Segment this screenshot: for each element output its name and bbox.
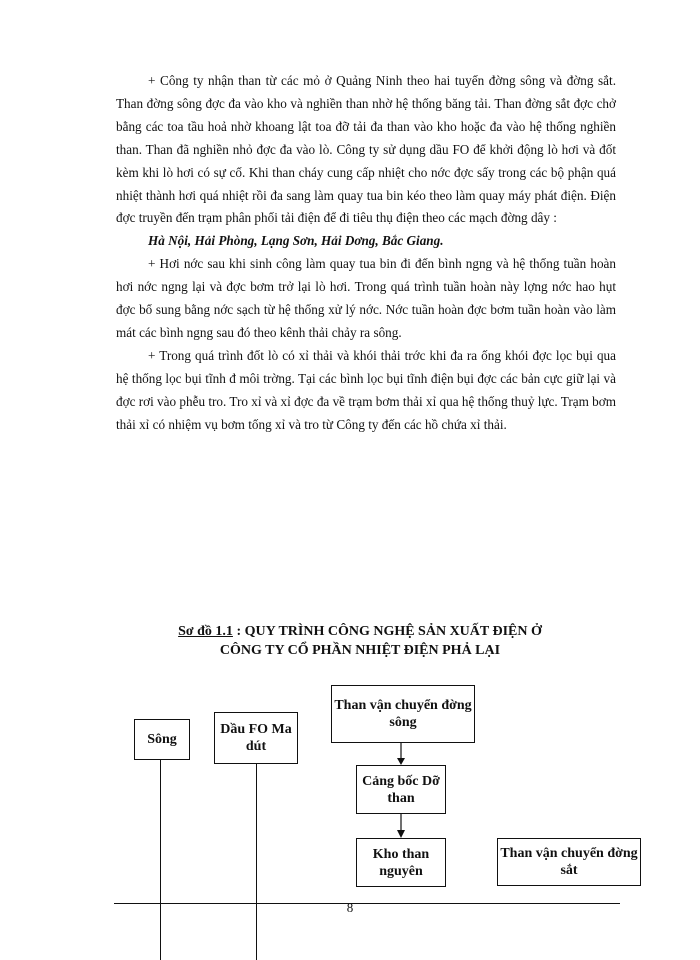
arrows-svg xyxy=(390,743,412,839)
connector-song xyxy=(160,760,161,960)
arrow-head-1 xyxy=(397,758,405,765)
connector-dau-fo xyxy=(256,764,257,960)
paragraph-cities: Hà Nội, Hải Phòng, Lạng Sơn, Hải Dơng, Bắc Giang. xyxy=(148,233,444,249)
paragraph-steam-cycle: + Hơi nớc sau khi sinh công làm quay tua bin đi đến bình ngng và hệ thống tuần hoàn hơi nớc ngng lại và đợc bơm trở lại lò hơi. Trong quá trình tuần hoàn này lợng nớc hao hụt đợc bổ sung bằng nớc sạch từ hệ thống xử lý nớc. Nớc tuần hoàn đợc bơm tuần hoàn vào làm mát các bình ngng sau đó theo kênh thải chảy ra sông. xyxy=(116,256,616,340)
separator-line xyxy=(114,903,620,904)
diagram-label: Sơ đồ 1.1 xyxy=(178,624,233,639)
diagram-title xyxy=(100,622,620,660)
box-than-song: Than vận chuyển đờng sông xyxy=(331,685,475,743)
box-dau-fo: Dầu FO Ma dút xyxy=(214,712,298,764)
paragraph-coal-intake: + Công ty nhận than từ các mỏ ở Quảng Ninh theo hai tuyến đờng sông và đờng sắt. Than đờng sông đợc đa vào kho và nghiền than nhờ hệ thống băng tải. Than đờng sắt đợc chở bằng các toa tầu hoả nhờ khoang lật toa đỡ tải đa than vào kho hoặc đa vào hệ thống nghiền than. Than đã nghiền nhỏ đợc đa vào lò. Công ty sử dụng dầu FO để khởi động lò hơi và đốt kèm khi lò hơi có sự cố. Khi than cháy cung cấp nhiệt cho nớc đợc sấy trong các bộ phận quá nhiệt thành hơi quá nhiệt rồi đa sang làm quay tua bin kéo theo làm quay máy phát điện. Điện đợc truyền đến trạm phân phối tải điện để đi tiêu thụ điện theo các mạch đờng dây : xyxy=(116,73,616,226)
box-cang-boc: Cảng bốc Dỡ than xyxy=(356,765,446,814)
box-than-sat: Than vận chuyển đờng sắt xyxy=(497,838,641,886)
body-text xyxy=(116,70,616,437)
diagram-title-line2: CÔNG TY CỔ PHẦN NHIỆT ĐIỆN PHẢ LẠI xyxy=(219,643,501,658)
box-song: Sông xyxy=(134,719,190,760)
arrow-head-2 xyxy=(397,830,405,838)
diagram-title-line1: : QUY TRÌNH CÔNG NGHỆ SẢN XUẤT ĐIỆN Ở xyxy=(236,624,542,639)
page-number: 8 xyxy=(346,900,354,915)
paragraph-ash-handling: + Trong quá trình đốt lò có xỉ thải và khói thải trớc khi đa ra ống khói đợc lọc bụi qua hệ thống lọc bụi tĩnh đ môi trờng. Tại các bình lọc bụi tĩnh điện bụi đợc các bản cực giữ lại và đợc rơi vào phễu tro. Tro xỉ và xỉ đợc đa về trạm bơm thải xỉ qua hệ thống thuỷ lực. Trạm bơm thải xỉ có nhiệm vụ bơm tống xỉ và tro từ Công ty đến các hồ chứa xỉ thải. xyxy=(116,347,616,432)
box-kho-than: Kho than nguyên xyxy=(356,838,446,887)
